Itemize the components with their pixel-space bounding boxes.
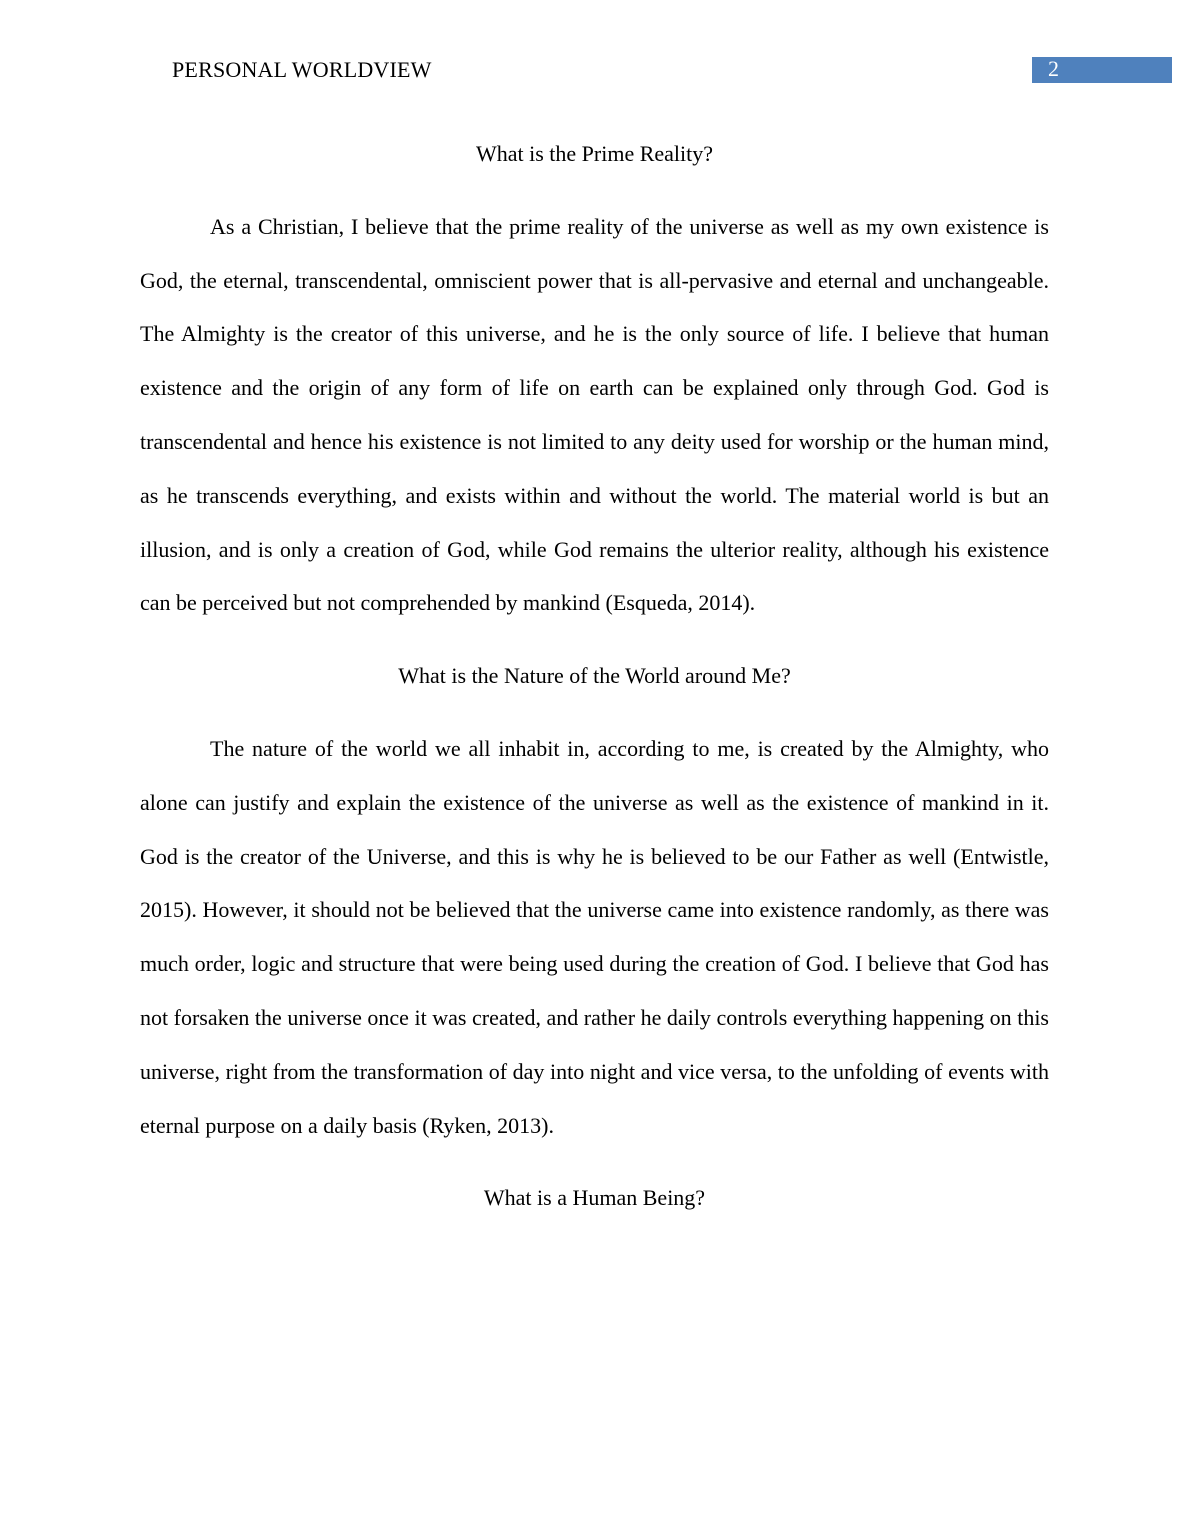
page-number-box (1032, 57, 1172, 83)
section-heading-prime-reality: What is the Prime Reality? (475, 141, 714, 166)
section-heading-nature-of-world: What is the Nature of the World around Me? (398, 663, 791, 689)
paragraph-nature-of-world: The nature of the world we all inhabit in, according to me, is created by the Almighty, who alone can justify and explain the existence of the universe as well as the existence of mankind in it. God is the creator of the Universe, and this is why he is believed to be our Father as well (Entwistle, 2015). However, it should not be believed that the universe came into existence randomly, as there was much order, logic and structure that were being used during the creation of God. I believe that God has not forsaken the universe once it was created, and rather he daily controls everything happening on this universe, right from the transformation of day into night and vice versa, to the unfolding of events with eternal purpose on a daily basis (Ryken, 2013). (140, 735, 1049, 1138)
section-heading-human-being: What is a Human Being? (483, 1185, 706, 1211)
paragraph-prime-reality: As a Christian, I believe that the prime reality of the universe as well as my own existence is God, the eternal, transcendental, omniscient power that is all-pervasive and eternal and unchangeable. The Almighty is the creator of this universe, and he is the only source of life. I believe that human existence and the origin of any form of life on earth can be explained only through God. God is transcendental and hence his existence is not limited to any deity used for worship or the human mind, as he transcends everything, and exists within and without the world. The material world is but an illusion, and is only a creation of God, while God remains the ulterior reality, although his existence can be perceived but not comprehended by mankind (Esqueda, 2014). (140, 213, 1049, 616)
document-body (140, 127, 1049, 1244)
running-head: PERSONAL WORLDVIEW (172, 57, 432, 82)
page-number: 2 (1048, 56, 1059, 81)
